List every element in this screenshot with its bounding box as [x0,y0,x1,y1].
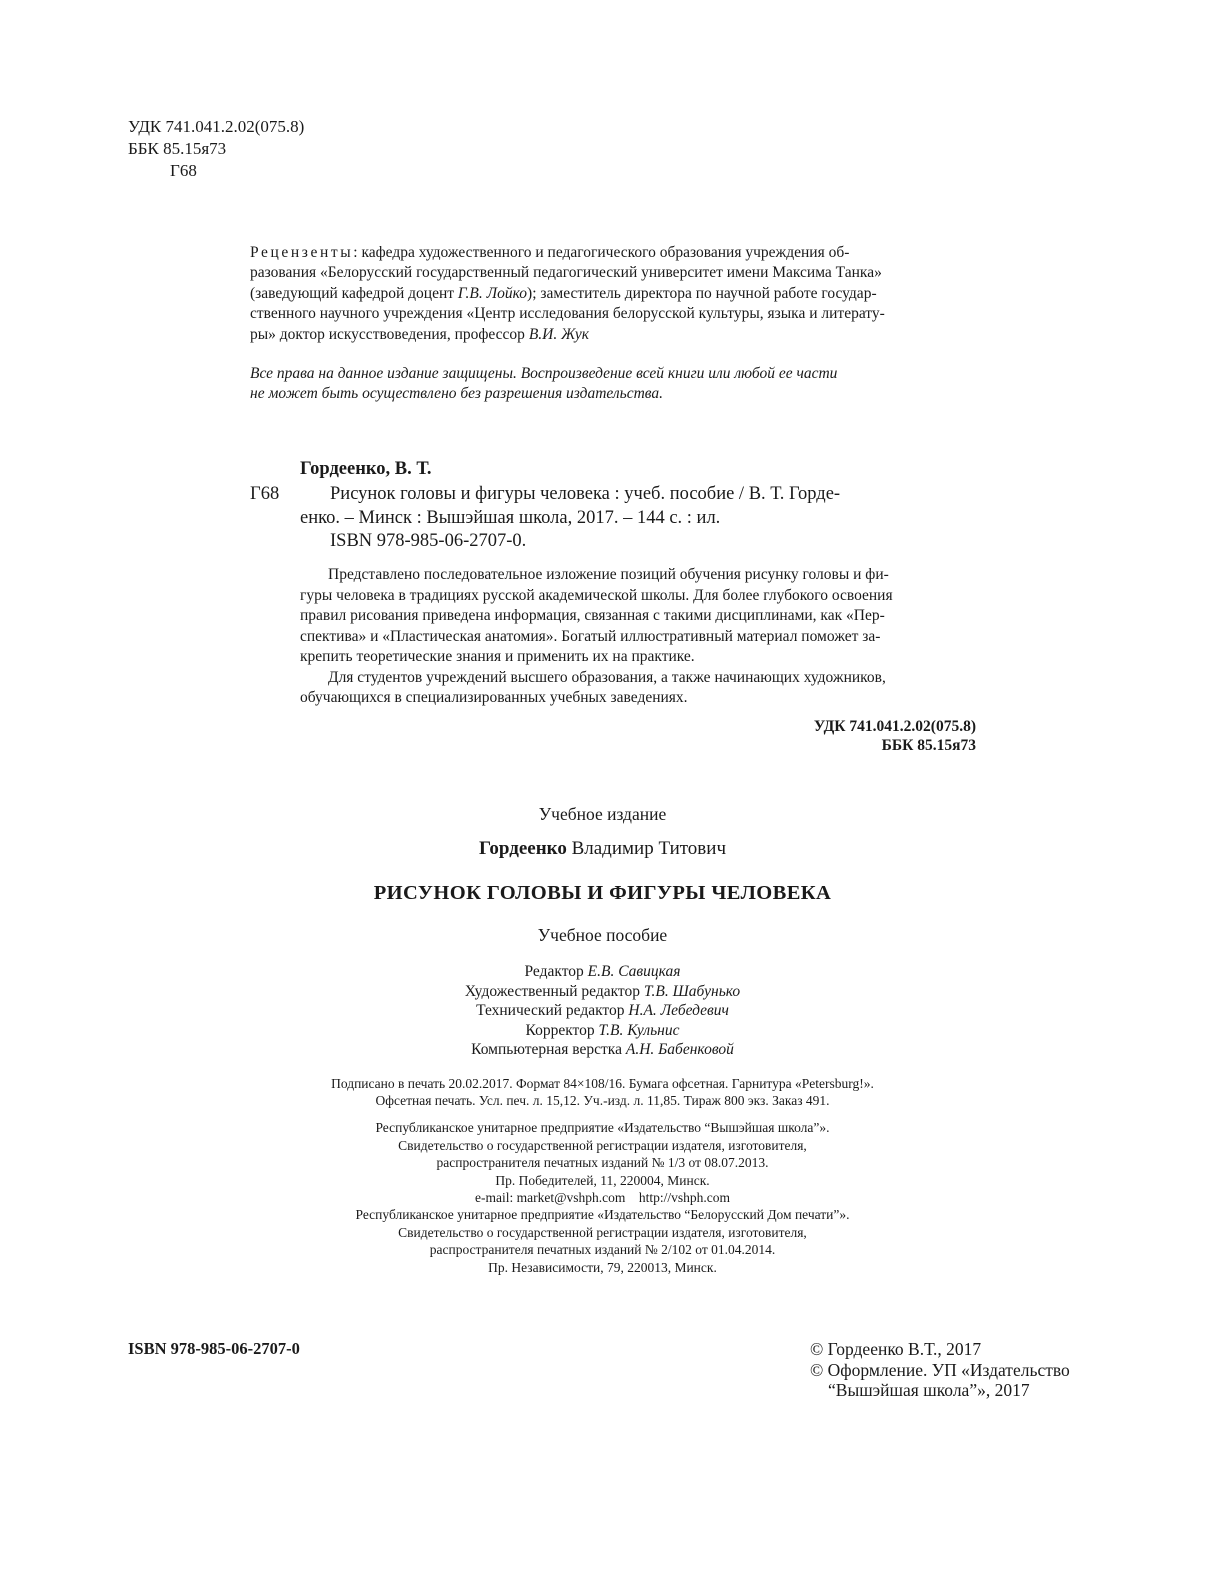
staff-row: Редактор Е.В. Савицкая [524,963,681,980]
publisher-line: Республиканское унитарное предприятие «Издательство “Вышэйшая школа”». [375,1120,830,1135]
staff-row: Художественный редактор Т.В. Шабунько [464,982,741,1000]
publisher-contacts: e-mail: market@vshph.com http://vshph.com [474,1190,731,1205]
reviewers-line-3: (заведующий кафедрой доцент Г.В. Лойко); заместитель директора по научной работе государ- [250,284,877,302]
reviewers-line-1: Рецензенты: кафедра художественного и педагогического образования учреждения об- [250,244,850,261]
full-author-name: Гордеенко Владимир Титович [478,838,727,859]
annotation-line: правил рисования приведена информация, связанная с такими дисциплинами, как «Пер- [300,607,885,624]
reviewers-line-4: ственного научного учреждения «Центр исследования белорусской культуры, языка и литерату- [250,305,885,323]
edition-subtype: Учебное пособие [537,925,668,945]
imprint [0,1075,1205,1109]
isbn: ISBN 978-985-06-2707-0 [128,1339,300,1358]
copyright-line: © Оформление. УП «Издательство [810,1359,1070,1380]
publisher-line: распространителя печатных изданий № 1/3 от 08.07.2013. [436,1155,769,1170]
record-line: енко. – Минск : Вышэйшая школа, 2017. – 144 с. : ил. [300,508,721,528]
publisher-line: Пр. Победителей, 11, 220004, Минск. [495,1172,710,1188]
imprint-line: Подписано в печать 20.02.2017. Формат 84×108/16. Бумага офсетная. Гарнитура «Petersburg!». [331,1076,874,1091]
printer-line: Республиканское унитарное предприятие «Издательство “Белорусский Дом печати”». [355,1207,850,1222]
printer-line: распространителя печатных изданий № 2/102 от 01.04.2014. [429,1242,776,1257]
annotation-line: Для студентов учреждений высшего образования, а также начинающих художников, [328,668,886,686]
edition-type: Учебное издание [538,804,667,824]
udk-code: УДК 741.041.2.02(075.8) [813,718,976,735]
annotation-line: Представлено последовательное изложение позиций обучения рисунку головы и фи- [328,566,889,583]
annotation-line: спектива» и «Пластическая анатомия». Богатый иллюстративный материал поможет за- [300,627,881,645]
imprint-line: Офсетная печать. Усл. печ. л. 15,12. Уч.-изд. л. 11,85. Тираж 800 экз. Заказ 491. [375,1093,830,1108]
printer-line: Свидетельство о государственной регистрации издателя, изготовителя, [398,1224,807,1240]
record-author: Гордеенко, В. Т. [300,459,432,479]
udk-block [128,116,304,182]
copyright-line: “Вышэйшая школа”», 2017 [828,1380,1030,1400]
classification-codes [700,717,976,755]
publisher-info [0,1119,1205,1207]
staff-row: Технический редактор Н.А. Лебедевич [476,1002,729,1019]
copyright-line: © Гордеенко В.Т., 2017 [810,1339,982,1359]
rights-line: не может быть осуществлено без разрешения издательства. [250,385,664,403]
staff-list [0,962,1205,1060]
printer-line: Пр. Независимости, 79, 220013, Минск. [488,1259,717,1275]
book-title: РИСУНОК ГОЛОВЫ И ФИГУРЫ ЧЕЛОВЕКА [373,882,832,904]
udk-code: УДК 741.041.2.02(075.8) [128,117,305,136]
reviewers-label: Рецензенты [250,244,354,261]
staff-row: Корректор Т.В. Кульнис [525,1021,680,1039]
rights-line: Все права на данное издание защищены. Воспроизведение всей книги или любой ее части [250,365,838,382]
reviewer-name: Г.В. Лойко [457,284,528,302]
reviewers-line-5: ры» доктор искусствоведения, профессор В.И. Жук [250,325,589,343]
reviewers-line-2: разования «Белорусский государственный педагогический университет имени Максима Танка» [250,264,882,282]
reviewer-name: В.И. Жук [528,325,589,343]
annotation-line: гуры человека в традициях русской академической школы. Для более глубокого освоения [300,586,893,604]
record-line: Рисунок головы и фигуры человека : учеб. пособие / В. Т. Горде- [330,484,841,504]
printer-info [0,1206,1205,1276]
record-mark: Г68 [250,484,280,504]
annotation-line: крепить теоретические знания и применить их на практике. [300,648,695,665]
staff-row: Компьютерная верстка А.Н. Бабенковой [471,1041,734,1058]
annotation-line: обучающихся в специализированных учебных заведениях. [300,689,688,706]
publisher-line: Свидетельство о государственной регистрации издателя, изготовителя, [398,1137,807,1153]
bbk-code: ББК 85.15я73 [881,737,976,754]
bbk-code: ББК 85.15я73 [128,139,227,158]
author-mark: Г68 [170,161,197,180]
record-isbn: ISBN 978-985-06-2707-0. [330,531,527,551]
